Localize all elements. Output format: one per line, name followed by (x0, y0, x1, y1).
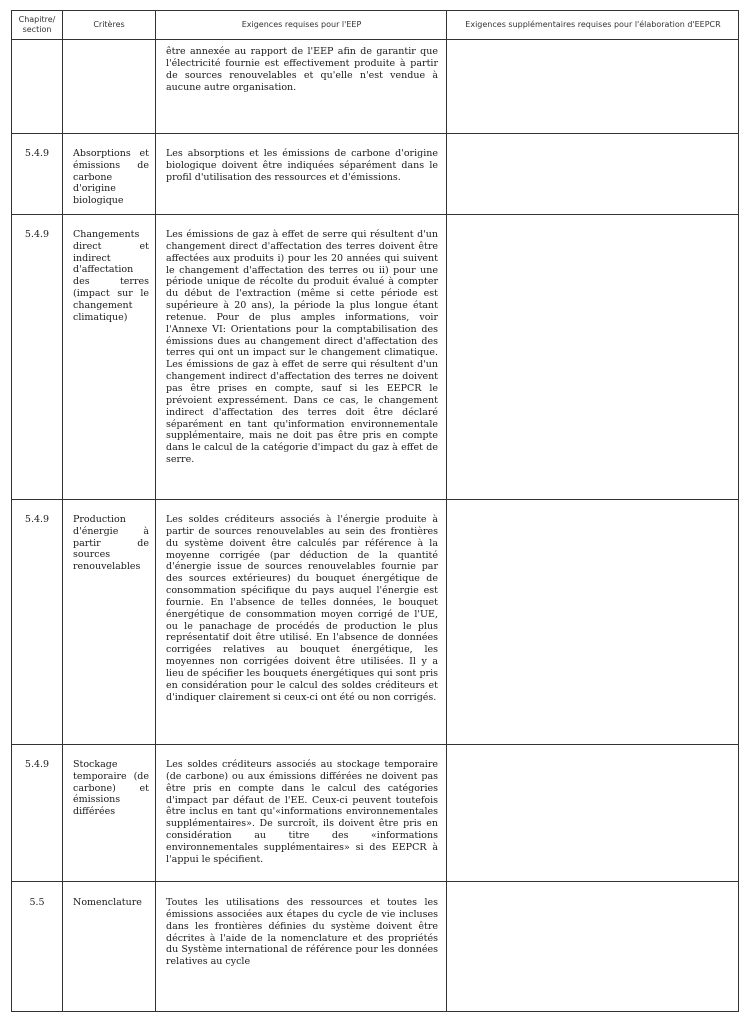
requirement-text: Toutes les utilisations des ressources et toutes les émissions associées aux étapes du cycle de vie incluses dans les frontières définies du système doivent être décrites à l'aide de la nomenclature et des propriétés du Système international de référence pour les données relatives au cycle (166, 897, 438, 968)
requirement-text: Les soldes créditeurs associés au stockage temporaire (de carbone) ou aux émissions différées ne doivent pas être pris en compte dans le calcul des catégories d'impact par défaut de l'EE. Ceux-ci peuvent toutefois être inclus en tant qu'«informations environnementales supplémentaires». De surcroît, ils doivent être pris en considération au titre des «informations environnementales supplémentaires» si des EEPCR à l'appui le spécifient. (166, 759, 438, 865)
criteria-text: Absorptions et émissions de carbone d'origine biologique (73, 148, 149, 207)
row-divider (12, 744, 738, 745)
requirement-text: Les émissions de gaz à effet de serre qui résultent d'un changement direct d'affectation des terres doivent être affectées aux produits i) pour les 20 années qui suivent le changement d'affectation des terres ou ii) pour une période unique de récolte du produit évalué à compter du début de l'extraction (même si cette période est supérieure à 20 ans), la période la plus longue étant retenue. Pour de plus amples informations, voir l'Annexe VI: Orientations pour la comptabilisation des émissions dues au changement direct d'affectation des terres qui ont un impact sur le changement climatique. Les émissions de gaz à effet de serre qui résultent d'un changement indirect d'affectation des terres ne doivent pas être prises en compte, sauf si les EEPCR le prévoient expressément. Dans ce cas, le changement indirect d'affectation des terres doit être déclaré séparément en tant qu'information environnementale supplémentaire, mais ne doit pas être pris en compte dans le calcul de la catégorie d'impact du gaz à effet de serre. (166, 229, 438, 466)
column-divider (446, 11, 447, 1011)
row-divider (12, 499, 738, 500)
row-divider (12, 881, 738, 882)
requirements-table (11, 10, 739, 1012)
requirement-text: Les absorptions et les émissions de carbone d'origine biologique doivent être indiquées séparément dans le profil d'utilisation des ressources et d'émissions. (166, 148, 438, 183)
criteria-text: Production d'énergie à partir de sources renouvelables (73, 514, 149, 573)
column-divider (62, 11, 63, 1011)
header-divider (12, 39, 738, 40)
criteria-text: Changements direct et indirect d'affectation des terres (impact sur le changement climatique) (73, 229, 149, 323)
requirement-text: Les soldes créditeurs associés à l'énergie produite à partir de sources renouvelables au sein des frontières du système doivent être calculés par référence à la moyenne corrigée (par déduction de la quantité d'énergie issue de sources renouvelables fournie par des sources extérieures) du bouquet énergétique de consommation spécifique du pays auquel l'énergie est fournie. En l'absence de telles données, le bouquet énergétique de consommation moyen corrigé de l'UE, ou le panachage de procédés de production le plus représentatif doit être utilisé. En l'absence de données corrigées relatives au bouquet énergétique, les moyennes non corrigées doivent être utilisées. Il y a lieu de spécifier les bouquets énergétiques qui sont pris en considération pour le calcul des soldes créditeurs et d'indiquer clairement si ceux-ci ont été ou non corrigés. (166, 514, 438, 703)
header-eepcr: Exigences supplémentaires requises pour l'élaboration d'EEPCR (465, 20, 721, 29)
section-number: 5.4.9 (24, 229, 50, 240)
criteria-text: Nomenclature (73, 897, 142, 908)
criteria-text: Stockage temporaire (de carbone) et émissions différées (73, 759, 149, 818)
header-eep: Exigences requises pour l'EEP (241, 20, 362, 29)
requirement-text: être annexée au rapport de l'EEP afin de garantir que l'électricité fournie est effectivement produite à partir de sources renouvelables et qu'elle n'est vendue à aucune autre organisation. (166, 46, 438, 93)
section-number: 5.5 (29, 897, 45, 908)
section-number: 5.4.9 (24, 514, 50, 525)
header-section: Chapitre/ section (18, 15, 56, 34)
row-divider (12, 133, 738, 134)
section-number: 5.4.9 (24, 759, 50, 770)
row-divider (12, 214, 738, 215)
header-criteria: Critères (93, 20, 125, 29)
column-divider (155, 11, 156, 1011)
section-number: 5.4.9 (24, 148, 50, 159)
